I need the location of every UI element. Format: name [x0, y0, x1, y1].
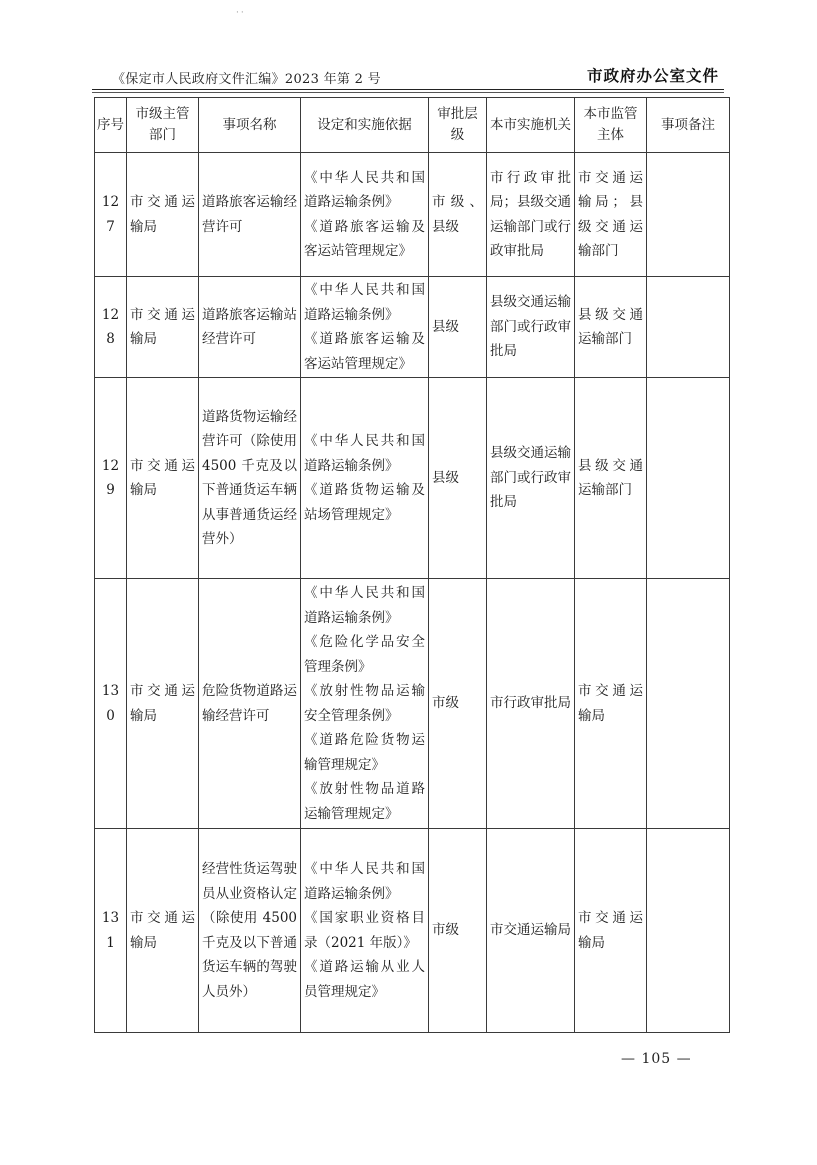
cell-basis: [301, 277, 429, 378]
cell-supervisor: 市交通运输局: [575, 829, 647, 1033]
permit-table: [94, 97, 730, 1033]
cell-dept: 市交通运输局: [127, 829, 199, 1033]
cell-basis: [301, 829, 429, 1033]
basis-line: 《中华人民共和国道路运输条例》: [304, 169, 425, 210]
cell-note: [647, 277, 730, 378]
basis-line: 《道路运输从业人员管理规定》: [304, 959, 425, 1000]
col-header-name: 事项名称: [199, 98, 301, 153]
cell-dept: 市交通运输局: [127, 277, 199, 378]
basis-line: 《中华人民共和国道路运输条例》: [304, 585, 425, 626]
cell-note: [647, 153, 730, 277]
header-section-title: 市政府办公室文件: [586, 67, 719, 85]
cell-agency: 市交通运输局: [487, 829, 575, 1033]
basis-line: 《道路旅客运输及客运站管理规定》: [304, 218, 425, 259]
cell-no: 127: [95, 153, 127, 277]
cell-basis: [301, 153, 429, 277]
col-header-agency: 本市实施机关: [487, 98, 575, 153]
cell-note: [647, 378, 730, 579]
cell-dept: 市交通运输局: [127, 378, 199, 579]
header-publication-title: 《保定市人民政府文件汇编》2023 年第 2 号: [112, 72, 381, 87]
cell-supervisor: 县级交通运输部门: [575, 277, 647, 378]
col-header-dept: 市级主管部门: [127, 98, 199, 153]
scan-artifact: ··: [236, 8, 246, 18]
col-header-no: 序号: [95, 98, 127, 153]
basis-line: 《危险化学品安全管理条例》: [304, 634, 425, 675]
cell-level: 县级: [429, 378, 487, 579]
cell-no: 131: [95, 829, 127, 1033]
header-rule-thin: [92, 92, 724, 93]
header-rule: [92, 89, 724, 90]
col-header-level: 审批层级: [429, 98, 487, 153]
basis-line: 《道路旅客运输及客运站管理规定》: [304, 331, 425, 372]
cell-agency: 县级交通运输部门或行政审批局: [487, 378, 575, 579]
cell-basis: [301, 378, 429, 579]
basis-line: 《放射性物品道路运输管理规定》: [304, 781, 425, 822]
basis-line: 《放射性物品运输安全管理条例》: [304, 683, 425, 724]
cell-no: 128: [95, 277, 127, 378]
basis-line: 《道路危险货物运输管理规定》: [304, 732, 425, 773]
basis-line: 《中华人民共和国道路运输条例》: [304, 282, 425, 323]
table-row: [95, 378, 730, 579]
cell-name: 道路货物运输经营许可（除使用 4500 千克及以下普通货运车辆从事普通货运经营外）: [199, 378, 301, 579]
cell-level: 县级: [429, 277, 487, 378]
cell-note: [647, 579, 730, 829]
table-row: [95, 277, 730, 378]
cell-dept: 市交通运输局: [127, 153, 199, 277]
cell-supervisor: 市交通运输局: [575, 579, 647, 829]
page-number: — 105 —: [621, 1051, 692, 1067]
table-row: [95, 829, 730, 1033]
cell-dept: 市交通运输局: [127, 579, 199, 829]
cell-supervisor: 市交通运输局；县级交通运输部门: [575, 153, 647, 277]
cell-agency: 县级交通运输部门或行政审批局: [487, 277, 575, 378]
col-header-note: 事项备注: [647, 98, 730, 153]
col-header-supervisor: 本市监管主体: [575, 98, 647, 153]
cell-no: 130: [95, 579, 127, 829]
cell-level: 市级、县级: [429, 153, 487, 277]
cell-note: [647, 829, 730, 1033]
cell-name: 经营性货运驾驶员从业资格认定（除使用 4500 千克及以下普通货运车辆的驾驶人员外）: [199, 829, 301, 1033]
cell-level: 市级: [429, 579, 487, 829]
basis-line: 《中华人民共和国道路运输条例》: [304, 433, 425, 474]
cell-name: 危险货物道路运输经营许可: [199, 579, 301, 829]
basis-line: 《道路货物运输及站场管理规定》: [304, 482, 425, 523]
cell-agency: 市行政审批局；县级交通运输部门或行政审批局: [487, 153, 575, 277]
basis-line: 《中华人民共和国道路运输条例》: [304, 861, 425, 902]
table-header-row: [95, 98, 730, 153]
cell-agency: 市行政审批局: [487, 579, 575, 829]
cell-name: 道路旅客运输经营许可: [199, 153, 301, 277]
table-row: [95, 579, 730, 829]
cell-no: 129: [95, 378, 127, 579]
table-row: [95, 153, 730, 277]
cell-level: 市级: [429, 829, 487, 1033]
col-header-basis: 设定和实施依据: [301, 98, 429, 153]
cell-supervisor: 县级交通运输部门: [575, 378, 647, 579]
cell-basis: [301, 579, 429, 829]
cell-name: 道路旅客运输站经营许可: [199, 277, 301, 378]
basis-line: 《国家职业资格目录（2021 年版）》: [304, 910, 425, 951]
